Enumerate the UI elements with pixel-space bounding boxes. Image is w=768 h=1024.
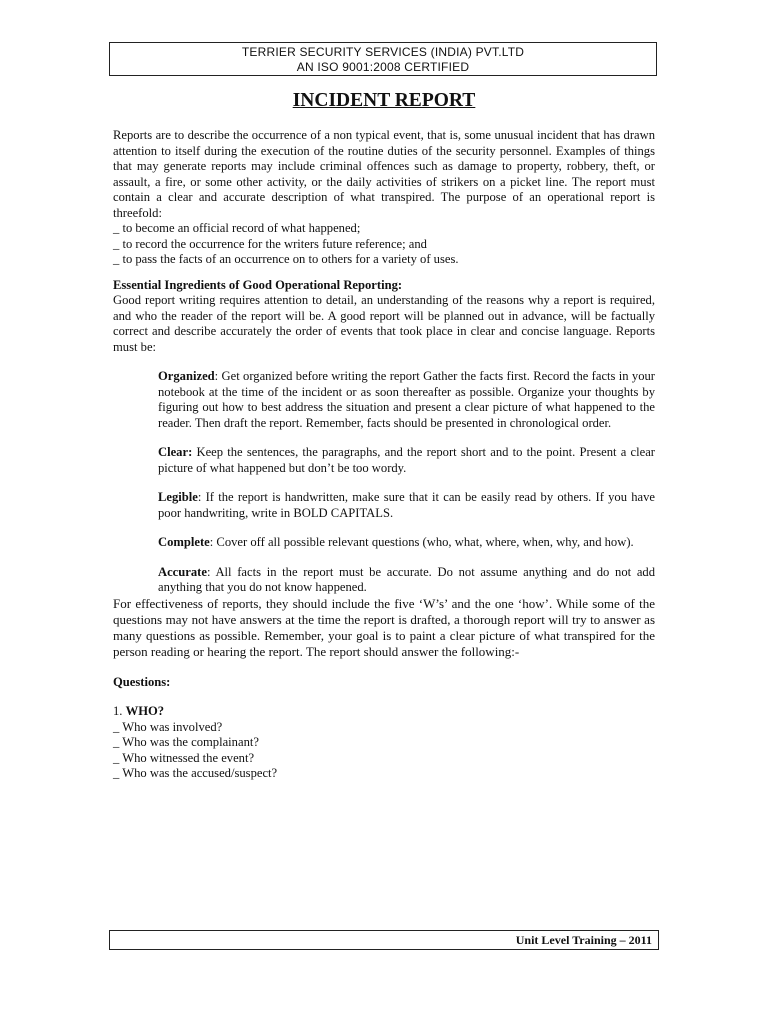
questions-heading: Questions:: [113, 674, 171, 689]
document-body: [113, 128, 655, 782]
essentials-paragraph: Good report writing requires attention to detail, an understanding of the reasons why a report is required, and who the reader of the report will be. A good report will be planned out in advance, will be factually correct and describe accurately the order of events that took place in clear and concise language. Reports must be:: [113, 293, 655, 354]
intro-paragraph: Reports are to describe the occurrence of a non typical event, that is, some unusual incident that has drawn attention to itself during the execution of the routine duties of the security personnel. Examples of things that may generate reports may include criminal offences such as damage to property, robbery, theft, or assault, a fire, or some other activity, or the daily activities of strikers on a picket line. The report must contain a clear and accurate description of what transpired. The purpose of an operational report is threefold:: [113, 128, 655, 220]
page-title: INCIDENT REPORT: [292, 90, 476, 111]
document-header: [109, 42, 657, 76]
quality-term: Accurate: [158, 564, 207, 579]
quality-term: Organized: [158, 369, 215, 383]
who-heading: [113, 704, 655, 720]
essentials-heading: Essential Ingredients of Good Operational Reporting:: [113, 277, 403, 292]
quality-clear: [158, 445, 655, 476]
quality-text: Cover off all possible relevant questions (who, what, where, when, why, and how).: [216, 535, 634, 549]
who-list: [113, 720, 655, 782]
who-item: _ Who was involved?: [113, 719, 223, 734]
quality-accurate: Accurate: All facts in the report must be accurate. Do not assume anything and do not add anything that you do not know happened.: [158, 564, 656, 594]
document-footer: [109, 930, 659, 950]
who-label: WHO?: [125, 704, 165, 719]
quality-text: If the report is handwritten, make sure that it can be easily read by others. If you have poor handwriting, write in BOLD CAPITALS.: [158, 490, 655, 520]
quality-text: Get organized before writing the report Gather the facts first. Record the facts in your notebook at the time of the incident or as soon thereafter as possible. Organize your thoughts by figuring out how to best address the situation and present a clear picture of what happened to the reader. Then draft the report. Remember, facts should be presented in chronological order.: [158, 369, 655, 430]
purpose-item: _ to record the occurrence for the writers future reference; and: [113, 236, 427, 251]
quality-complete: Complete: Cover off all possible relevant questions (who, what, where, when, why, and how).: [158, 535, 634, 549]
quality-term: Complete: [158, 535, 210, 549]
quality-term: Clear:: [158, 445, 193, 459]
quality-term: Legible: [158, 490, 198, 504]
certification-line: AN ISO 9001:2008 CERTIFIED: [296, 60, 470, 74]
purpose-item: _ to pass the facts of an occurrence on to others for a variety of uses.: [113, 252, 459, 266]
purpose-item: _ to become an official record of what happened;: [113, 221, 361, 235]
purpose-list: [113, 221, 655, 268]
company-name: TERRIER SECURITY SERVICES (INDIA) PVT.LTD: [241, 45, 525, 59]
footer-text: Unit Level Training – 2011: [515, 933, 652, 947]
who-item: _ Who witnessed the event?: [113, 750, 255, 765]
effectiveness-paragraph: For effectiveness of reports, they should include the five ‘W’s’ and the one ‘how’. While some of the questions may not have answers at the time the report is drafted, a thorough report will try to answer as many questions as possible. Remember, your goal is to paint a clear picture of what transpired for the person reading or hearing the report. The report should answer the following:-: [113, 595, 655, 660]
quality-text: All facts in the report must be accurate. Do not assume anything and do not add anything that you do not know happened.: [158, 564, 656, 594]
who-item: _ Who was the accused/suspect?: [113, 766, 278, 781]
who-number: 1.: [113, 704, 123, 719]
who-item: _ Who was the complainant?: [113, 735, 259, 750]
quality-text: Keep the sentences, the paragraphs, and the report short and to the point. Present a clear picture of what happened but don’t be too wordy.: [158, 445, 655, 475]
quality-organized: Organized: Get organized before writing the report Gather the facts first. Record the facts in your notebook at the time of the incident or as soon thereafter as possible. Organize your thoughts by figuring out how to best address the situation and present a clear picture of what happened to the reader. Then draft the report. Remember, facts should be presented in chronological order.: [158, 369, 655, 430]
quality-legible: Legible: If the report is handwritten, make sure that it can be easily read by others. If you have poor handwriting, write in BOLD CAPITALS.: [158, 490, 655, 520]
